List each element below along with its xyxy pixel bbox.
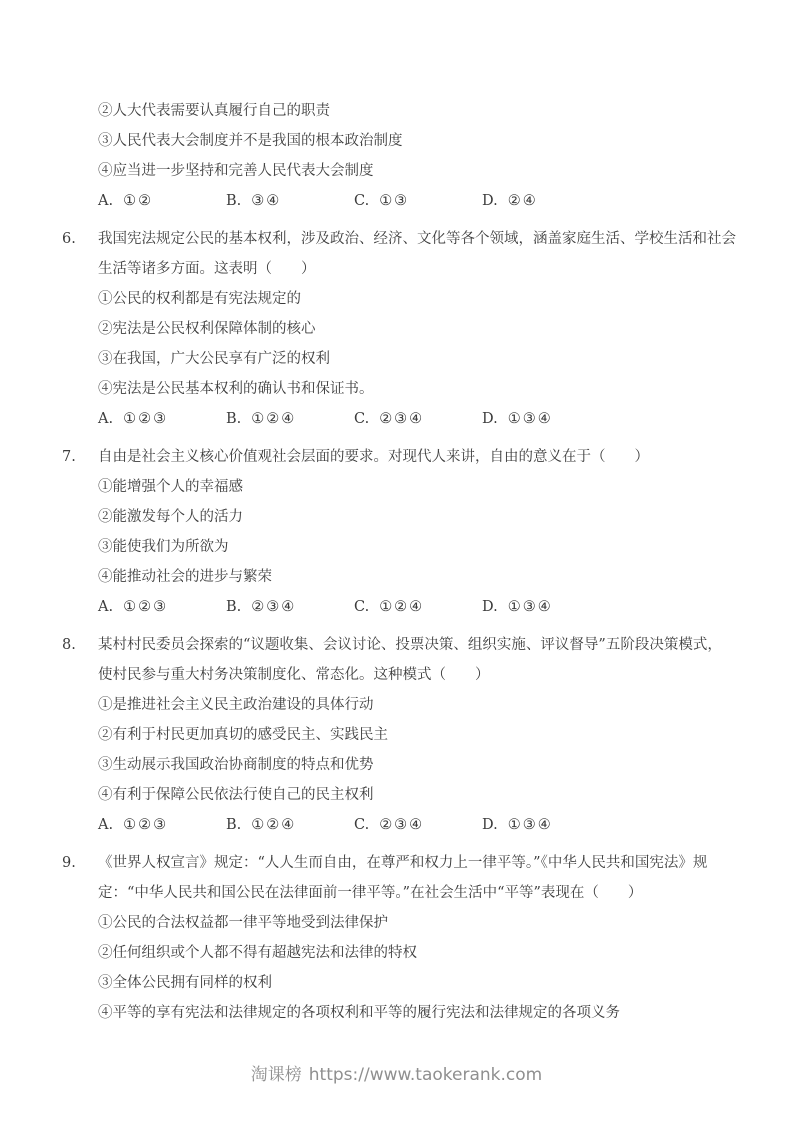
option-a <box>98 404 226 434</box>
question-number: 9. <box>62 855 76 871</box>
option-d <box>482 186 538 216</box>
option-a <box>98 592 226 622</box>
option-letter: A. <box>98 817 114 833</box>
option-choices: ①③④ <box>507 411 553 427</box>
question-item: ③全体公民拥有同样的权利 <box>98 975 272 991</box>
option-choices: ①③④ <box>507 817 553 833</box>
question-block-9 <box>62 848 738 1028</box>
option-letter: C. <box>354 193 370 209</box>
option-choices: ①② <box>123 193 154 209</box>
option-choices: ③④ <box>251 193 282 209</box>
option-d <box>482 810 553 840</box>
question-item: ②人大代表需要认真履行自己的职责 <box>98 103 330 119</box>
option-b <box>226 592 354 622</box>
question-stem-line: 我国宪法规定公民的基本权利，涉及政治、经济、文化等各个领域，涵盖家庭生活、学校生活和社会 <box>98 231 736 247</box>
question-item: ④能推动社会的进步与繁荣 <box>98 569 272 585</box>
option-choices: ①③④ <box>507 599 553 615</box>
option-letter: D. <box>482 411 498 427</box>
question-number: 8. <box>62 637 76 653</box>
option-d <box>482 592 553 622</box>
question-stem-line: 定：“中华人民共和国公民在法律面前一律平等。”在社会生活中“平等”表现在（ ） <box>98 885 643 901</box>
question-item: ③在我国，广大公民享有广泛的权利 <box>98 351 330 367</box>
question-item: ①能增强个人的幸福感 <box>98 479 243 495</box>
question-stem-line: 使村民参与重大村务决策制度化、常态化。这种模式（ ） <box>98 667 490 683</box>
question-item: ④有利于保障公民依法行使自己的民主权利 <box>98 787 374 803</box>
option-letter: B. <box>226 411 242 427</box>
question-block-8 <box>62 630 738 840</box>
option-choices: ②③④ <box>379 411 425 427</box>
question-item: ②有利于村民更加真切的感受民主、实践民主 <box>98 727 388 743</box>
option-b <box>226 404 354 434</box>
option-letter: C. <box>354 411 370 427</box>
question-block-6 <box>62 224 738 434</box>
question-block-7 <box>62 442 738 622</box>
footer-watermark <box>0 1062 793 1088</box>
option-letter: C. <box>354 599 370 615</box>
question-item: ④应当进一步坚持和完善人民代表大会制度 <box>98 163 374 179</box>
question-block-5 <box>62 96 738 216</box>
option-choices: ①②④ <box>379 599 425 615</box>
option-c <box>354 404 482 434</box>
question-item: ①公民的合法权益都一律平等地受到法律保护 <box>98 915 388 931</box>
option-letter: A. <box>98 411 114 427</box>
option-a <box>98 810 226 840</box>
option-choices: ①②③ <box>123 817 169 833</box>
option-b <box>226 810 354 840</box>
option-d <box>482 404 553 434</box>
question-stem-line: 《世界人权宣言》规定：“人人生而自由，在尊严和权力上一律平等。”《中华人民共和国宪法》规 <box>98 855 708 871</box>
question-item: ②任何组织或个人都不得有超越宪法和法律的特权 <box>98 945 417 961</box>
question-stem-line: 自由是社会主义核心价值观社会层面的要求。对现代人来讲，自由的意义在于（ ） <box>98 449 649 465</box>
question-item: ①是推进社会主义民主政治建设的具体行动 <box>98 697 374 713</box>
option-choices: ①②③ <box>123 599 169 615</box>
option-choices: ②③④ <box>379 817 425 833</box>
option-c <box>354 186 482 216</box>
option-a <box>98 186 226 216</box>
option-letter: D. <box>482 817 498 833</box>
option-letter: B. <box>226 817 242 833</box>
option-b <box>226 186 354 216</box>
option-letter: C. <box>354 817 370 833</box>
question-item: ③生动展示我国政治协商制度的特点和优势 <box>98 757 374 773</box>
question-number: 7. <box>62 449 76 465</box>
exam-page-content <box>62 96 738 1028</box>
question-stem-line: 生活等诸多方面。这表明（ ） <box>98 261 316 277</box>
option-choices: ②③④ <box>251 599 297 615</box>
option-letter: A. <box>98 193 114 209</box>
question-number: 6. <box>62 231 76 247</box>
footer-site-name: 淘课榜 <box>250 1065 302 1085</box>
option-choices: ②④ <box>507 193 538 209</box>
question-item: ②宪法是公民权利保障体制的核心 <box>98 321 316 337</box>
question-item: ④平等的享有宪法和法律规定的各项权利和平等的履行宪法和法律规定的各项义务 <box>98 1005 620 1021</box>
option-letter: A. <box>98 599 114 615</box>
option-choices: ①②④ <box>251 411 297 427</box>
option-c <box>354 810 482 840</box>
options-row <box>98 592 738 622</box>
footer-site-url: https://www.taokerank.com <box>308 1065 543 1085</box>
option-choices: ①②④ <box>251 817 297 833</box>
option-letter: B. <box>226 193 242 209</box>
question-item: ④宪法是公民基本权利的确认书和保证书。 <box>98 381 374 397</box>
option-letter: B. <box>226 599 242 615</box>
option-choices: ①③ <box>379 193 410 209</box>
option-c <box>354 592 482 622</box>
options-row <box>98 186 738 216</box>
options-row <box>98 810 738 840</box>
question-stem-line: 某村村民委员会探索的“议题收集、会议讨论、投票决策、组织实施、评议督导”五阶段决策模式， <box>98 637 722 653</box>
question-item: ①公民的权利都是有宪法规定的 <box>98 291 301 307</box>
question-item: ③能使我们为所欲为 <box>98 539 229 555</box>
option-choices: ①②③ <box>123 411 169 427</box>
option-letter: D. <box>482 599 498 615</box>
option-letter: D. <box>482 193 498 209</box>
options-row <box>98 404 738 434</box>
question-item: ③人民代表大会制度并不是我国的根本政治制度 <box>98 133 403 149</box>
question-item: ②能激发每个人的活力 <box>98 509 243 525</box>
